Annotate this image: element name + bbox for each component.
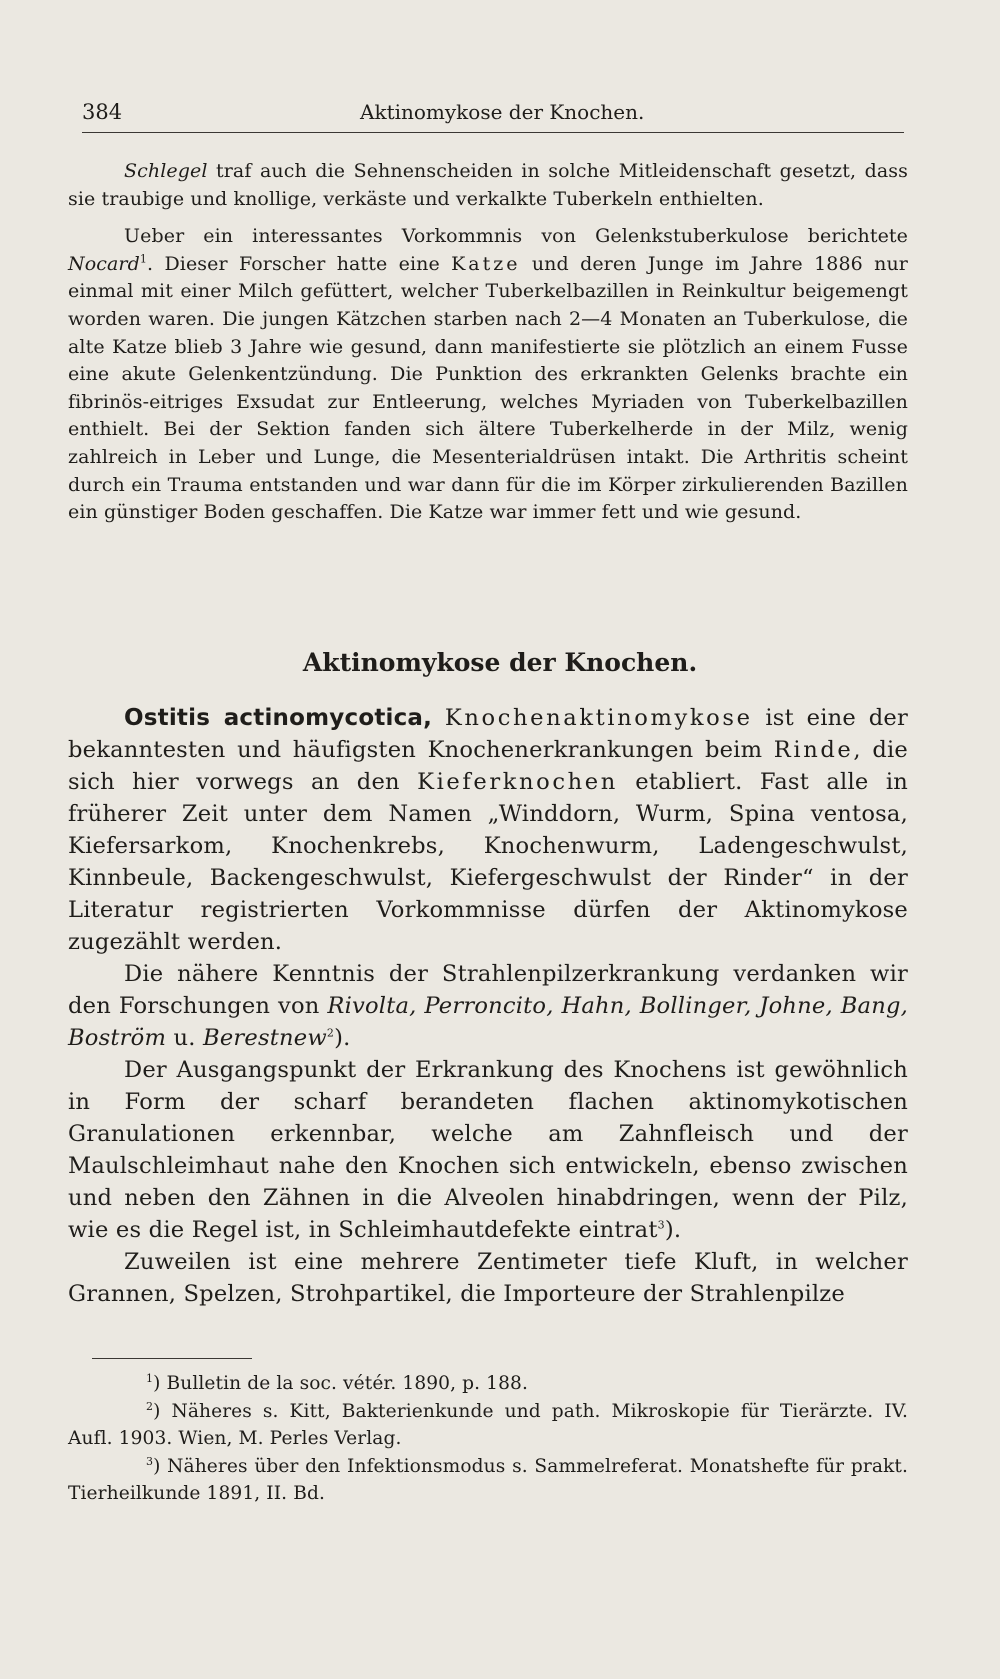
footnote-ref: 1: [139, 252, 147, 266]
footnote-ref: 2: [326, 1026, 335, 1040]
paragraph: Die nähere Kenntnis der Strahlenpilzerkrankung verdanken wir den Forschungen von Rivolta, Perroncito, Hahn, Bollinger, Johne, Bang, Boström u. Berestnew$^2$).: [68, 961, 908, 1051]
paragraph: Ueber ein interessantes Vorkommnis von Gelenkstuberkulose berichtete Nocard$^1$. Dieser Forscher hatte eine Katze und deren Junge im Jahre 1886 nur einmal mit einer Milch gefüttert, welcher Tuberkelbazillen in Reinkultur beigemengt worden waren. Die jungen Kätzchen starben nach 2—4 Monaten an Tuberkulose, die alte Katze blieb 3 Jahre wie gesund, dann manifestierte sie plötzlich an einem Fusse eine akute Gelenkentzündung. Die Punktion des erkrankten Gelenks brachte ein fibrinös-eitriges Exsudat zur Entleerung, welches Myriaden von Tuberkelbazillen enthielt. Bei der Sektion fanden sich ältere Tuberkelherde in der Milz, wenig zahlreich in Leber und Lunge, die Mesenterialdrüsen intakt. Die Arthritis scheint durch ein Trauma entstanden und war dann für die im Körper zirkulierenden Bazillen ein günstiger Boden geschaffen. Die Katze war immer fett und wie gesund.: [68, 225, 908, 524]
author-names: Rivolta, Perroncito, Hahn, Bollinger, Johne, Bang, Boström: [68, 993, 908, 1051]
author-name: Schlegel: [124, 160, 208, 182]
footnote: $^1$) Bulletin de la soc. vétér. 1890, p. 188.: [146, 1371, 528, 1394]
footnote: $^2$) Näheres s. Kitt, Bakterienkunde und path. Mikroskopie für Tierärzte. IV. Aufl. 1903. Wien, M. Perles Verlag.: [68, 1399, 908, 1450]
author-name: Berestnew: [203, 1025, 327, 1051]
lead-term: Ostitis actinomycotica,: [124, 705, 433, 731]
paragraph: Ostitis actinomycotica, Knochenaktinomykose ist eine der bekanntesten und häufigsten Knochenerkrankungen beim Rinde, die sich hier vorwegs an den Kieferknochen etabliert. Fast alle in früherer Zeit unter dem Namen „Winddorn, Wurm, Spina ventosa, Kiefersarkom, Knochenkrebs, Knochenwurm, Ladengeschwulst, Kinnbeule, Backengeschwulst, Kiefergeschwulst der Rinder“ in der Literatur registrierten Vorkommnisse dürfen der Aktinomykose zugezählt werden.: [68, 705, 909, 955]
spaced-term: Kieferknochen: [417, 769, 618, 795]
author-name: Nocard: [68, 252, 140, 275]
footnote-rule: [92, 1358, 252, 1359]
section-text: [68, 702, 908, 1310]
header-rule: [82, 132, 904, 133]
paragraph: Der Ausgangspunkt der Erkrankung des Knochens ist gewöhnlich in Form der scharf berandeten flachen aktinomykotischen Granulationen erkennbar, welche am Zahnfleisch und der Maulschleimhaut nahe den Knochen sich entwickeln, ebenso zwischen und neben den Zähnen in die Alveolen hinabdringen, wenn der Pilz, wie es die Regel ist, in Schleimhautdefekte eintrat$^3$).: [68, 1057, 908, 1243]
intro-text: [68, 158, 908, 527]
spaced-term: Rinde: [773, 737, 854, 763]
footnotes: [68, 1370, 908, 1508]
footnote-ref: 3: [657, 1218, 665, 1232]
spaced-term: Katze: [451, 252, 521, 275]
footnote: $^3$) Näheres über den Infektionsmodus s. Sammelreferat. Monatshefte für prakt. Tierheilkunde 1891, II. Bd.: [68, 1454, 908, 1505]
running-title: Aktinomykose der Knochen.: [360, 100, 645, 124]
paragraph: Schlegel traf auch die Sehnenscheiden in solche Mitleidenschaft gesetzt, dass sie traubige und knollige, verkäste und verkalkte Tuberkeln enthielten.: [68, 160, 908, 210]
page-number: 384: [82, 100, 123, 124]
section-heading: Aktinomykose der Knochen.: [302, 648, 698, 677]
page-header: [82, 100, 904, 136]
paragraph: Zuweilen ist eine mehrere Zentimeter tiefe Kluft, in welcher Grannen, Spelzen, Strohpartikel, die Importeure der Strahlenpilze: [68, 1249, 908, 1307]
spaced-term: Knochenaktinomykose: [444, 705, 753, 731]
